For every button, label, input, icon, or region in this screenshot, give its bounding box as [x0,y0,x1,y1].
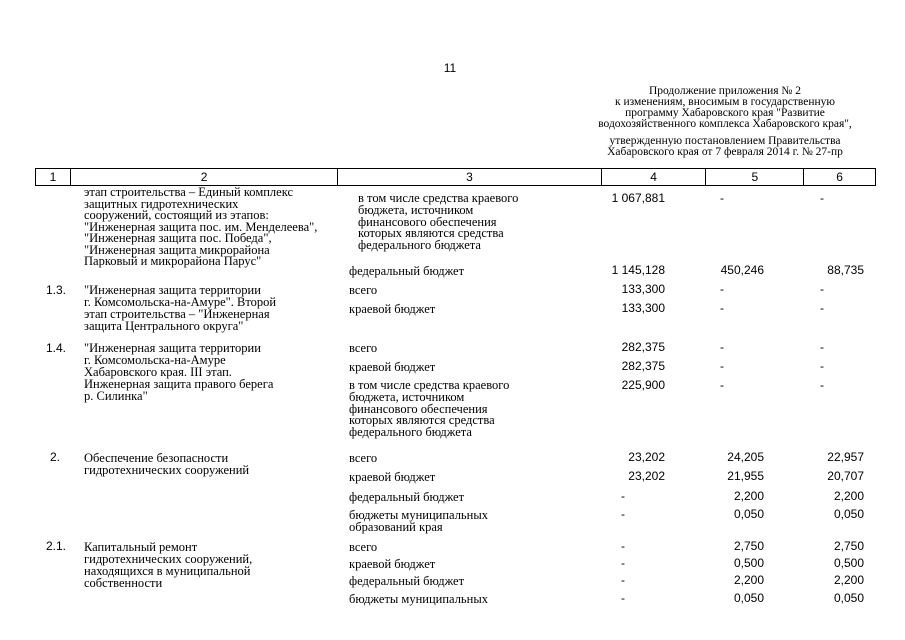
value-col5: 450,246 [720,263,764,277]
value-col4: 133,300 [621,301,665,315]
row-code: 2.1. [45,539,66,553]
header-col-1: 1 [36,169,71,185]
value-col5: - [720,282,724,296]
value-col5: 2,200 [733,573,764,587]
source-label: краевой бюджет [349,470,436,484]
header-col-2: 2 [71,169,338,185]
source-label: всего [349,540,378,554]
value-col6: - [820,359,824,373]
value-col6: 0,500 [833,556,864,570]
row-code: 1.3. [45,283,66,297]
value-col6: 2,200 [833,573,864,587]
source-label: краевой бюджет [349,302,436,316]
value-col6: - [820,301,824,315]
appendix-line: к изменениям, вносимым в государственную [615,96,835,108]
value-col4: 1 145,128 [611,263,665,277]
value-col5: 0,500 [733,556,764,570]
source-label: в том числе средства краевого бюджета, источником финансового обеспечения которых являются средства федерального бюджета [349,378,510,440]
appendix-line: водохозяйственного комплекса Хабаровского края", [598,118,852,130]
value-col5: - [720,191,724,205]
source-label: бюджеты муниципальных [349,592,488,606]
appendix-line: Продолжение приложения № 2 [648,85,802,97]
source-label: всего [349,283,378,297]
appendix-note [580,86,870,158]
value-col5: - [720,301,724,315]
row-code: 1.4. [45,341,66,355]
value-col5: 0,050 [733,507,764,521]
value-col6: - [820,191,824,205]
value-col5: - [720,378,724,392]
source-label: в том числе средства краевого бюджета, источником финансового обеспечения которых являются средства федерального бюджета [358,191,519,253]
header-col-4: 4 [602,169,707,185]
row-name: Обеспечение безопасности гидротехнических сооружений [84,451,250,477]
value-col4: 282,375 [621,359,665,373]
value-col4: 23,202 [628,469,665,483]
value-col4: - [621,489,625,503]
row-code: 2. [49,450,60,464]
row-name: Капитальный ремонт гидротехнических сооружений, находящихся в муниципальной собственности [84,540,253,590]
source-label: всего [349,451,378,465]
source-label: всего [349,341,378,355]
appendix-line: утвержденную постановлением Правительства [609,135,841,147]
appendix-line: Хабаровского края от 7 февраля 2014 г. № 27-пр [607,146,843,158]
source-label: федеральный бюджет [349,574,465,588]
source-label: федеральный бюджет [349,490,465,504]
value-col6: 20,707 [827,469,864,483]
value-col4: - [621,556,625,570]
value-col5: - [720,340,724,354]
page-number: 11 [443,61,457,75]
value-col6: 2,750 [833,539,864,553]
header-col-3: 3 [338,169,601,185]
source-label: бюджеты муниципальных образований края [349,508,488,534]
source-label: краевой бюджет [349,557,436,571]
row-name: этап строительства – Единый комплекс защитных гидротехнических сооружений, состоящий из этапов: "Инженерная защита пос. им. Менделеева", "Инженерная защита пос. Победа", "Инженерная защита микрорайона Парковый и микрорайона Парус" [84,185,318,268]
value-col4: 23,202 [628,450,665,464]
value-col6: - [820,282,824,296]
value-col4: - [621,591,625,605]
value-col4: 282,375 [621,340,665,354]
value-col6: 0,050 [833,507,864,521]
value-col6: 2,200 [833,489,864,503]
value-col4: - [621,539,625,553]
value-col6: 0,050 [833,591,864,605]
value-col6: 88,735 [827,263,864,277]
value-col6: - [820,340,824,354]
value-col4: - [621,507,625,521]
header-col-6: 6 [836,170,843,184]
row-name: "Инженерная защита территории г. Комсомольска-на-Амуре Хабаровского края. III этап. Инженерная защита правого берега р. Силинка" [84,341,274,403]
value-col5: 0,050 [733,591,764,605]
header-col-5: 5 [706,169,804,185]
value-col5: 2,750 [733,539,764,553]
row-name: "Инженерная защита территории г. Комсомольска-на-Амуре". Второй этап строительства – "Инженерная защита Центрального округа" [84,283,277,333]
value-col5: 2,200 [733,489,764,503]
value-col4: 133,300 [621,282,665,296]
source-label: федеральный бюджет [349,264,465,278]
value-col6: - [820,378,824,392]
value-col5: 24,205 [727,450,764,464]
value-col6: 22,957 [827,450,864,464]
value-col5: - [720,359,724,373]
value-col4: 225,900 [621,378,665,392]
source-label: краевой бюджет [349,360,436,374]
appendix-line: программу Хабаровского края "Развитие [625,107,825,119]
value-col4: 1 067,881 [611,191,665,205]
value-col4: - [621,573,625,587]
table-header [35,168,876,186]
value-col5: 21,955 [727,469,764,483]
